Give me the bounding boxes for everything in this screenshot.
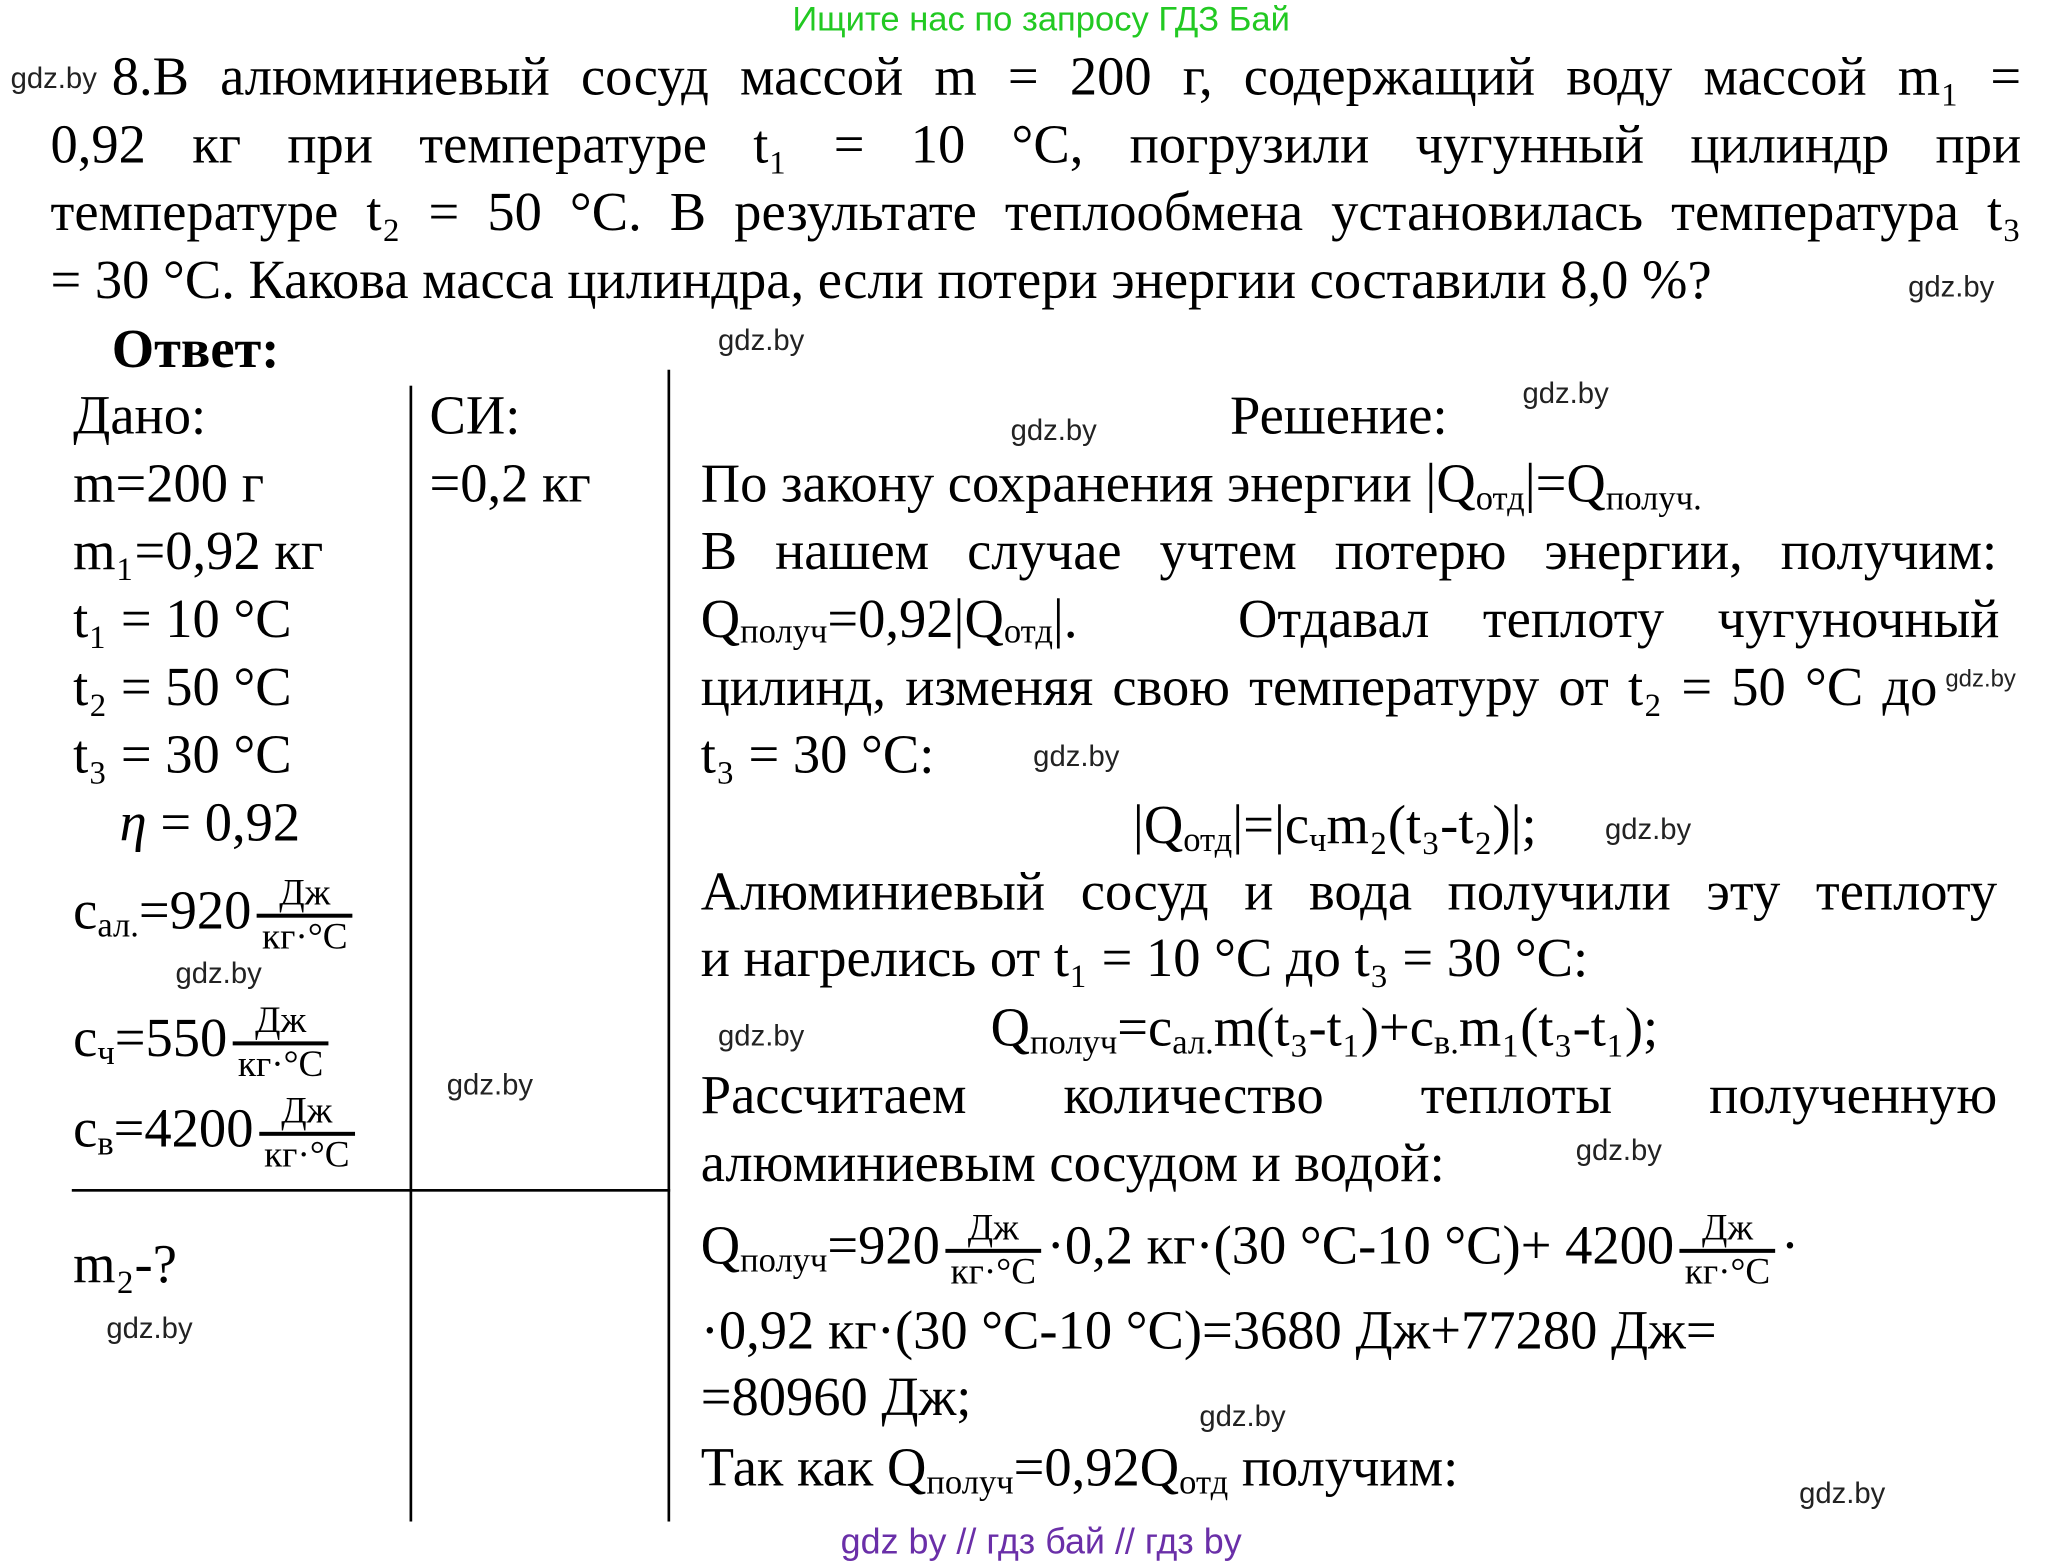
text: m(t₃-t₁)+c <box>1213 996 1434 1058</box>
problem-line-3: температуре t₂ = 50 °C. В результате теплообмена установилась температура t₃ <box>50 180 2022 243</box>
watermark: gdz.by <box>718 323 805 357</box>
unit-numerator: Дж <box>259 1092 355 1136</box>
watermark: gdz.by <box>1199 1399 1286 1433</box>
watermark: gdz.by <box>1945 665 2016 692</box>
unit-numerator: Дж <box>257 874 353 918</box>
subscript: ч <box>1309 820 1327 860</box>
text: Q <box>990 996 1030 1058</box>
si-m: =0,2 кг <box>429 452 591 514</box>
c-symbol: c <box>73 1006 98 1068</box>
text: m₂(t₃-t₂)|; <box>1326 794 1537 856</box>
watermark: gdz.by <box>106 1311 193 1345</box>
problem-line-4: = 30 °C. Какова масса цилиндра, если потери энергии составили 8,0 %? <box>50 248 1712 310</box>
given-c-ch <box>73 995 334 1096</box>
given-c-v <box>73 1085 360 1186</box>
subscript: получ. <box>1605 478 1702 518</box>
text: · <box>1780 1214 1800 1276</box>
text: ·0,2 кг·(30 °C-10 °C)+ 4200 <box>1046 1214 1675 1276</box>
text: Так как Q <box>700 1436 927 1498</box>
given-m1: m₁=0,92 кг <box>73 520 324 582</box>
table-divider-si <box>668 370 671 1522</box>
subscript: отд <box>1183 820 1233 860</box>
unit-numerator: Дж <box>233 1002 329 1046</box>
watermark: gdz.by <box>1575 1133 1662 1167</box>
problem-line-2: 0,92 кг при температуре t₁ = 10 °C, погрузили чугунный цилиндр при <box>50 113 2022 175</box>
text: |Q <box>1132 794 1184 856</box>
subscript: получ <box>740 611 828 651</box>
watermark: gdz.by <box>1604 812 1692 846</box>
unit-denominator: кг·°C <box>262 916 348 958</box>
c-value: =4200 <box>113 1097 254 1159</box>
c-value: =920 <box>138 879 252 941</box>
c-subscript: ч <box>97 1033 115 1072</box>
given-t1: t₁ = 10 °C <box>73 587 292 650</box>
watermark: gdz.by <box>175 956 262 990</box>
watermark: gdz.by <box>718 1018 805 1053</box>
answer-label: Ответ: <box>111 317 280 380</box>
subscript: получ <box>926 1463 1014 1502</box>
subscript: отд <box>1003 611 1053 651</box>
watermark: gdz.by <box>1799 1476 1886 1510</box>
unit-numerator: Дж <box>1679 1209 1775 1253</box>
eta-value: = 0,92 <box>146 791 301 853</box>
problem-line-1: 8.В алюминиевый сосуд массой m = 200 г, содержащий воду массой m₁ = <box>111 45 2022 107</box>
solution-line-8: и нагрелись от t₁ = 10 °C до t₃ = 30 °C: <box>700 927 1589 989</box>
subscript: получ <box>740 1240 828 1280</box>
text: =0,92|Q <box>827 587 1004 650</box>
text: Q <box>700 1214 741 1276</box>
text: |. Отдавал теплоту чугуночный <box>1052 587 2000 650</box>
c-subscript: ал. <box>97 905 139 945</box>
text: получим: <box>1228 1436 1459 1498</box>
solution-line-14: =80960 Дж; <box>700 1365 972 1428</box>
watermark: gdz.by <box>1908 269 1995 304</box>
eta-symbol: η <box>119 791 147 853</box>
subscript: в. <box>1433 1022 1459 1062</box>
subscript: ал. <box>1172 1022 1214 1062</box>
text: |=Q <box>1524 452 1606 514</box>
unit-fraction <box>233 1002 329 1086</box>
c-symbol: c <box>73 1097 98 1159</box>
unit-denominator: кг·°C <box>950 1251 1037 1293</box>
formula-q-calc <box>701 1201 1799 1305</box>
unit-fraction <box>945 1209 1041 1293</box>
unit-denominator: кг·°C <box>264 1134 350 1176</box>
unit-fraction <box>257 874 353 958</box>
given-find: m₂-? <box>73 1232 177 1295</box>
unit-denominator: кг·°C <box>1684 1251 1771 1293</box>
text: =920 <box>827 1214 940 1276</box>
text: =0,92Q <box>1013 1436 1180 1498</box>
c-value: =550 <box>114 1006 228 1068</box>
watermark: gdz.by <box>1010 413 1097 447</box>
solution-line-2: В нашем случае учтем потерю энергии, получим: <box>700 520 1998 582</box>
solution-line-5: t₃ = 30 °C: <box>700 723 935 785</box>
watermark: gdz.by <box>1033 739 1120 773</box>
subscript: отд <box>1475 478 1525 518</box>
given-t2: t₂ = 50 °C <box>73 655 292 717</box>
subscript: получ <box>1029 1022 1118 1062</box>
given-m: m=200 г <box>73 452 265 514</box>
given-c-al <box>73 867 358 968</box>
unit-fraction <box>259 1092 355 1176</box>
text: Q <box>700 587 741 650</box>
solution-line-4: цилинд, изменяя свою температуру от t₂ = 50 °C до <box>700 655 1938 717</box>
unit-fraction <box>1679 1209 1775 1293</box>
text: По закону сохранения энергии |Q <box>700 452 1476 514</box>
solution-line-10: Рассчитаем количество теплоты полученную <box>700 1064 1998 1126</box>
table-divider-given <box>410 386 413 1522</box>
si-title: СИ: <box>429 384 521 446</box>
solution-line-7: Алюминиевый сосуд и вода получили эту теплоту <box>700 860 1998 922</box>
text: =c <box>1117 996 1173 1058</box>
search-banner[interactable]: Ищите нас по запросу ГДЗ Бай <box>792 0 1290 39</box>
watermark: gdz.by <box>10 61 97 95</box>
c-subscript: в <box>97 1123 114 1163</box>
watermark: gdz.by <box>446 1067 533 1102</box>
solution-line-15 <box>701 1434 1459 1516</box>
solution-line-11: алюминиевым сосудом и водой: <box>700 1131 1445 1194</box>
subscript: отд <box>1179 1463 1229 1502</box>
text: m₁(t₃-t₁); <box>1458 996 1659 1058</box>
solution-title: Решение: <box>1229 384 1448 446</box>
footer-links[interactable]: gdz by // гдз бай // гдз by <box>840 1521 1242 1561</box>
text: |=|c <box>1232 794 1310 856</box>
given-t3: t₃ = 30 °C <box>73 723 292 785</box>
table-divider-find <box>72 1189 670 1192</box>
solution-line-13: ·0,92 кг·(30 °C-10 °C)=3680 Дж+77280 Дж= <box>700 1299 1717 1361</box>
given-title: Дано: <box>73 384 207 446</box>
watermark: gdz.by <box>1522 376 1609 410</box>
unit-numerator: Дж <box>945 1209 1041 1253</box>
unit-denominator: кг·°C <box>237 1044 324 1086</box>
given-eta <box>120 789 300 856</box>
c-symbol: c <box>73 879 98 941</box>
